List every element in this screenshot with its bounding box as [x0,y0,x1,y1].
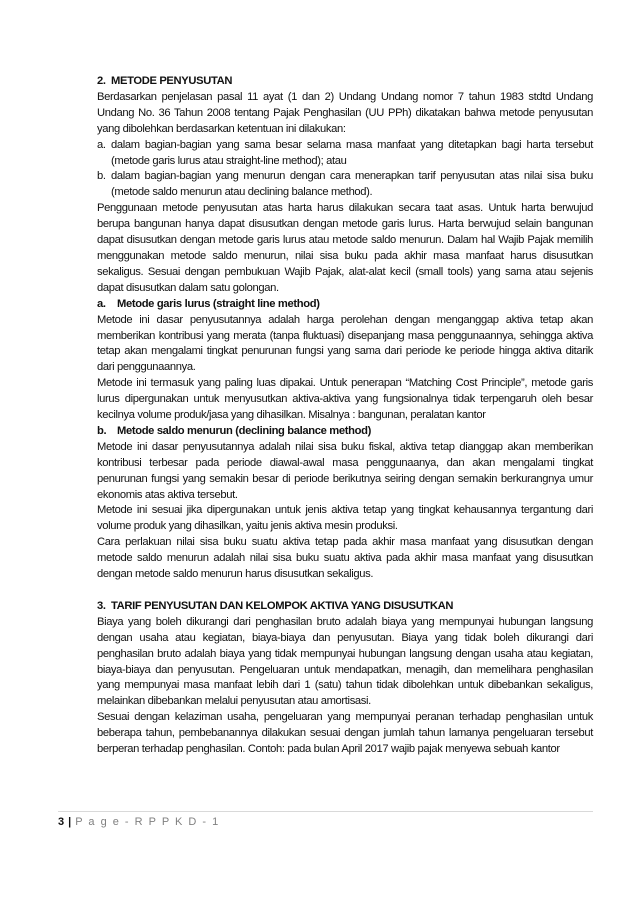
section-2-number: 2. [97,75,106,87]
page-footer [58,811,593,828]
section-3-number: 3. [97,599,106,612]
section-2-intro: Berdasarkan penjelasan pasal 11 ayat (1 dan 2) Undang Undang nomor 7 tahun 1983 stdtd Undang Undang No. 36 Tahun 2008 tentang Pajak Penghasilan (UU PPh) dikatakan bahwa metode penyusutan yang dibolehkan berdasarkan ketentuan ini dilakukan: [97,90,593,135]
subsection-b-title: Metode saldo menurun (declining balance method) [117,424,371,437]
list-item [97,169,593,201]
subsection-b-marker: b. [97,424,107,437]
subsection-b-paragraph-2: Metode ini sesuai jika dipergunakan untuk jenis aktiva tetap yang tingkat kehausannya tergantung dari volume produk yang dihasilkan, yaitu jenis aktiva mesin produksi. [97,504,593,533]
subsection-a-heading [97,297,593,313]
subsection-b-paragraph-1: Metode ini dasar penyusutannya adalah nilai sisa buku fiskal, aktiva tetap dianggap akan memberikan kontribusi terbesar pada periode diawal-awal masa penggunaanya, dan akan mengalami tingkat penurunan fungsi yang semakin besar di periode berikutnya seiring dengan semakin berkurangnya umur ekonomis atas aktiva tersebut. [97,440,593,501]
list-item [97,138,593,170]
footer-label: P a g e - R P P K D - 1 [75,816,220,828]
section-2-heading [97,74,593,90]
footer-separator: | [68,816,72,828]
subsection-a-paragraph-2: Metode ini termasuk yang paling luas dipakai. Untuk penerapan “Matching Cost Principle”, metode garis lurus dipergunakan untuk menyusutkan aktiva-aktiva yang fungsionalnya tidak terpengaruh oleh besar kecilnya volume produk/jasa yang dihasilkan. Misalnya : bangunan, peralatan kantor [97,377,593,422]
section-3-heading [97,599,593,615]
subsection-a-marker: a. [97,297,106,310]
list-marker: b. [97,170,106,183]
section-2-title: METODE PENYUSUTAN [111,75,233,87]
subsection-b-heading [97,424,593,440]
page-number: 3 [58,816,65,828]
document-body [97,74,593,758]
subsection-b-paragraph-3: Cara perlakuan nilai sisa buku suatu aktiva tetap pada akhir masa manfaat yang disusutkan dengan metode saldo menurun adalah nilai sisa buku suatu aktiva pada akhir masa manfaat yang disusutkan dengan metode saldo menurun harus disusutkan sekaligus. [97,536,593,581]
section-3-title: TARIF PENYUSUTAN DAN KELOMPOK AKTIVA YANG DISUSUTKAN [111,599,454,612]
subsection-a-paragraph-1: Metode ini dasar penyusutannya adalah harga perolehan dengan menganggap aktiva tetap akan memberikan kontribusi yang merata (tanpa fluktuasi) disepanjang masa penggunaannya, sehingga aktiva tetap akan mengalami tingkat penurunan fungsi yang sama dari periode ke periode hingga aktiva ditarik dari penggunaannya. [97,313,593,374]
list-item-text: dalam bagian-bagian yang sama besar selama masa manfaat yang ditetapkan bagi harta tersebut (metode garis lurus atau straight-line method); atau [111,138,593,167]
section-3-paragraph-1: Biaya yang boleh dikurangi dari penghasilan bruto adalah biaya yang mempunyai hubungan langsung dengan usaha atau kegiatan, biaya-biaya dan penyusutan. Biaya yang tidak boleh dikurangi dari penghasilan bruto adalah biaya yang tidak mempunyai hubungan langsung dengan usaha atau kegiatan, biaya-biaya dan penyusutan. Pengeluaran untuk mendapatkan, menagih, dan memelihara penghasilan yang mempunyai masa manfaat lebih dari 1 (satu) tahun tidak dibolehkan untuk dibebankan sekaligus, melainkan dibebankan melalui penyusutan atau amortisasi. [97,615,593,708]
list-marker: a. [97,138,106,151]
list-item-text: dalam bagian-bagian yang menurun dengan cara menerapkan tarif penyusutan atas nilai sisa buku (metode saldo menurun atau declining balance method). [111,170,593,199]
paragraph-spacer [97,583,593,599]
usage-paragraph: Penggunaan metode penyusutan atas harta harus dilakukan secara taat asas. Untuk harta berwujud berupa bangunan hanya dapat disusutkan dengan metode garis lurus. Harta berwujud selain bangunan dapat disusutkan dengan metode garis lurus atau metode saldo menurun. Dalam hal Wajib Pajak memilih menggunakan metode saldo menurun, nilai sisa buku pada akhir masa manfaat harus disusutkan sekaligus. Sesuai dengan pembukuan Wajib Pajak, alat-alat kecil (small tools) yang sama atau sejenis dapat disusutkan dalam satu golongan. [97,202,593,294]
subsection-a-title: Metode garis lurus (straight line method) [117,297,320,310]
section-3-paragraph-2: Sesuai dengan kelaziman usaha, pengeluaran yang mempunyai peranan terhadap penghasilan untuk beberapa tahun, pembebanannya dilakukan sesuai dengan jumlah tahun lamanya pengeluaran tersebut berperan terhadap penghasilan. Contoh: pada bulan April 2017 wajib pajak menyewa sebuah kantor [97,711,593,756]
